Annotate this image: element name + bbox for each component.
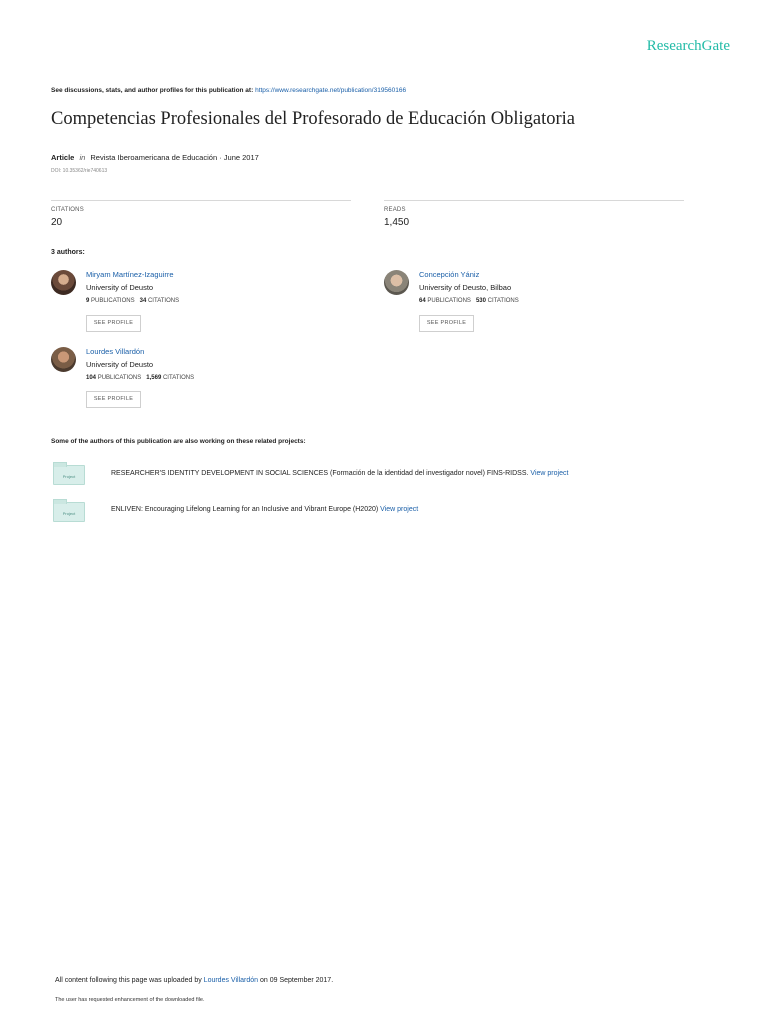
authors-heading: 3 authors: (51, 249, 85, 256)
upload-prefix: All content following this page was uploaded by (55, 977, 202, 984)
paper-doi: DOI: 10.35362/rie740613 (51, 168, 108, 174)
project-title: ENLIVEN: Encouraging Lifelong Learning for an Inclusive and Vibrant Europe (H2020) (111, 506, 379, 513)
reads-value: 1,450 (384, 217, 410, 228)
projects-heading: Some of the authors of this publication are also working on these related projects: (51, 438, 306, 445)
view-project-link[interactable]: View project (530, 470, 569, 477)
citations-label: CITATIONS (147, 298, 180, 304)
author-name-link[interactable]: Concepción Yániz (419, 270, 480, 279)
author-avatar[interactable] (384, 270, 409, 295)
see-profile-button[interactable]: SEE PROFILE (86, 391, 141, 408)
project-icon-label: Project (62, 511, 76, 516)
author-stats (86, 375, 194, 381)
enhancement-note: The user has requested enhancement of the downloaded file. (55, 997, 205, 1003)
author-name-link[interactable]: Lourdes Villardón (86, 347, 145, 356)
publications-label: PUBLICATIONS (97, 375, 142, 381)
project-title: RESEARCHER'S IDENTITY DEVELOPMENT IN SOCIAL SCIENCES (Formación de la identidad del investigador novel) FINS-RIDSS. (111, 470, 529, 477)
project-icon[interactable] (53, 502, 85, 522)
author-avatar[interactable] (51, 347, 76, 372)
citations-count: 530 (475, 298, 486, 304)
see-profile-button[interactable]: SEE PROFILE (419, 315, 474, 332)
in-label: in (79, 153, 86, 162)
citations-count: 34 (139, 298, 147, 304)
divider-reads (384, 200, 684, 201)
author-affiliation: University of Deusto (86, 283, 154, 292)
author-avatar[interactable] (51, 270, 76, 295)
author-affiliation: University of Deusto (86, 360, 154, 369)
author-stats (419, 298, 519, 304)
divider-citations (51, 200, 351, 201)
citations-label: CITATIONS (487, 298, 519, 304)
discussion-line (51, 87, 406, 94)
publications-label: PUBLICATIONS (427, 298, 471, 304)
project-icon[interactable] (53, 465, 85, 485)
uploader-link[interactable]: Lourdes Villardón (203, 977, 259, 984)
project-icon-tab (53, 499, 67, 504)
project-icon-tab (53, 462, 67, 467)
upload-info (55, 977, 333, 984)
upload-suffix: on 09 September 2017. (259, 977, 334, 984)
paper-meta (51, 153, 259, 162)
project-item (111, 506, 418, 513)
author-affiliation: University of Deusto, Bilbao (419, 283, 512, 292)
view-project-link[interactable]: View project (380, 506, 419, 513)
citations-value: 20 (51, 217, 63, 228)
publication-url-link[interactable]: https://www.researchgate.net/publication/319560166 (255, 87, 407, 94)
publications-count: 104 (86, 375, 97, 381)
author-name-link[interactable]: Miryam Martínez-Izaguirre (86, 270, 174, 279)
researchgate-logo[interactable]: ResearchGate (646, 38, 730, 54)
discussion-text: See discussions, stats, and author profiles for this publication at: (51, 87, 254, 94)
reads-label: READS (384, 207, 406, 213)
publications-count: 64 (419, 298, 426, 304)
journal-name: Revista Iberoamericana de Educación · June 2017 (90, 153, 259, 162)
author-stats (86, 298, 179, 304)
see-profile-button[interactable]: SEE PROFILE (86, 315, 141, 332)
paper-title: Competencias Profesionales del Profesorado de Educación Obligatoria (51, 109, 576, 129)
project-item (111, 470, 568, 477)
article-type: Article (51, 153, 75, 162)
citations-label: CITATIONS (162, 375, 195, 381)
publications-label: PUBLICATIONS (91, 298, 135, 304)
publications-count: 9 (86, 298, 90, 304)
citations-label: CITATIONS (51, 207, 84, 213)
citations-count: 1,569 (146, 375, 162, 381)
project-icon-label: Project (62, 474, 76, 479)
